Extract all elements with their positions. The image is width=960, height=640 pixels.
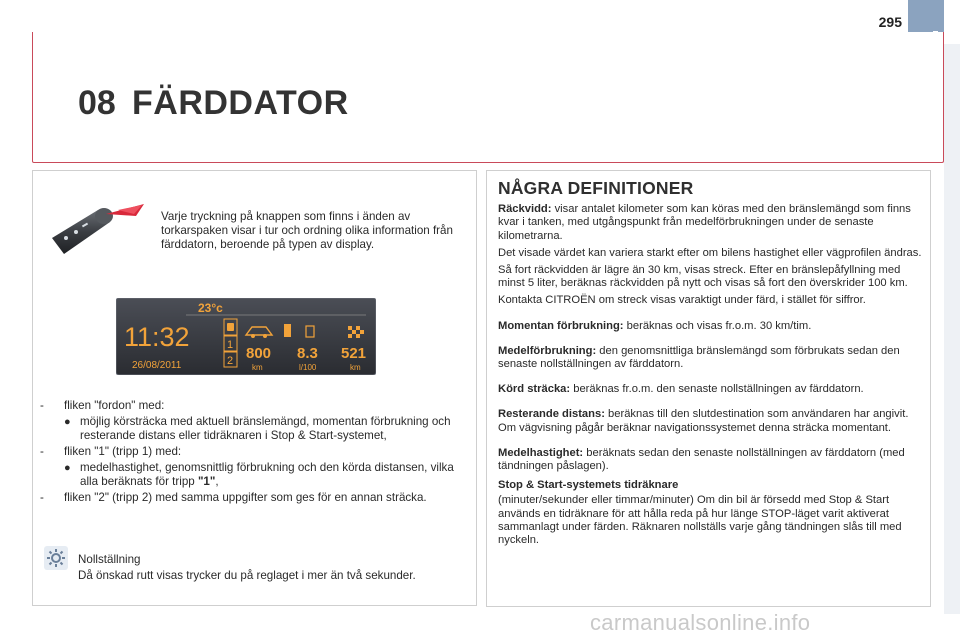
display-date: 26/08/2011 <box>132 360 182 371</box>
display-tabs-list <box>40 399 470 507</box>
definition-range-note: Det visade värdet kan variera starkt efter om bilens hastighet eller vägprofilen ändras. <box>498 246 922 259</box>
fuel-pump-icon <box>284 324 291 337</box>
trip-computer-display <box>116 298 376 375</box>
tab-2-label: 2 <box>227 355 234 367</box>
definition-range-note: Kontakta CITROËN om streck visas varaktigt under färd, i stället för siffror. <box>498 294 866 307</box>
list-item: - fliken "fordon" med: <box>40 399 165 412</box>
settings-icon <box>44 546 68 570</box>
range-unit: km <box>252 363 263 372</box>
chapter-title: FÄRDDATOR <box>132 84 349 122</box>
definitions-heading: NÅGRA DEFINITIONER <box>498 178 694 198</box>
reset-text: Då önskad rutt visas trycker du på reglaget i mer än två sekunder. <box>78 569 416 582</box>
side-strip <box>944 44 960 614</box>
tab-1-label: 1 <box>227 339 234 351</box>
list-item: - fliken "1" (tripp 1) med: <box>40 445 182 458</box>
definitions <box>498 178 922 551</box>
definition-average-speed: Medelhastighet: beräknats sedan den senaste nollställningen av färddatorn (med tändningen påslagen). <box>498 446 905 473</box>
remaining-value: 521 <box>341 345 367 362</box>
watermark: carmanualsonline.info <box>590 610 811 635</box>
reset-note <box>78 553 468 583</box>
display-temperature: 23°c <box>198 301 223 315</box>
display-time: 11:32 <box>124 322 190 352</box>
list-item: - fliken "2" (tripp 2) med samma uppgifter som ges för en annan sträcka. <box>40 491 427 504</box>
remaining-unit: km <box>350 363 361 372</box>
intro-text: Varje tryckning på knappen som finns i änden av torkarspaken visar i tur och ordning olika information från färddatorn, beroende på typen av display. <box>161 210 453 251</box>
consumption-value: 8.3 <box>297 345 318 362</box>
definition-distance: Körd sträcka: beräknas fr.o.m. den senaste nollställningen av färddatorn. <box>498 383 864 396</box>
reset-title: Nollställning <box>78 553 141 566</box>
definition-range-note: Så fort räckvidden är lägre än 30 km, visas streck. Efter en bränslepåfyllning med minst 5 liter, beräknas räckvidden på nytt och visas så fort den överskrider 100 km. <box>498 264 908 290</box>
list-subitem: ● medelhastighet, genomsnittlig förbrukning och den körda distansen, vilka alla beräknats för tripp "1", <box>64 461 454 488</box>
definition-stop-start-text: (minuter/sekunder eller timmar/minuter) Om din bil är försedd med Stop & Start används en tidräknare för att hålla reda på hur länge STOP-läget varit aktiverat sammanlagt under färden. Räknaren nollställs varje gång tändningen slås till med nyckeln. <box>498 494 902 547</box>
wiper-stalk-icon <box>48 196 148 266</box>
definition-range: Räckvidd: visar antalet kilometer som kan köras med den bränslemängd som finns kvar i tanken, med utgångspunkt från medelförbrukningen under de senaste kilometrarna. <box>498 203 911 242</box>
range-value: 800 <box>246 345 272 362</box>
definition-stop-start-label: Stop & Start-systemets tidräknare <box>498 479 679 492</box>
definition-remaining-distance: Resterande distans: beräknas till den slutdestination som användaren har angivit. Om vägvisning pågår beräknar navigationssystemet denna sträcka momentant. <box>498 408 909 434</box>
car-icon <box>227 323 234 331</box>
definition-instant-consumption: Momentan förbrukning: beräknas och visas fr.o.m. 30 km/tim. <box>498 319 812 332</box>
page-number: 295 <box>878 14 902 30</box>
list-subitem: ● möjlig körsträcka med aktuell bränslemängd, momentan förbrukning och resterande distans eller tidräknaren i Stop & Start-systemet, <box>64 415 451 442</box>
consumption-unit: l/100 <box>299 363 317 372</box>
definition-average-consumption: Medelförbrukning: den genomsnittliga bränslemängd som förbrukats sedan den senaste nollställningen av färddatorn. <box>498 344 900 371</box>
chapter-number: 08 <box>78 84 116 122</box>
